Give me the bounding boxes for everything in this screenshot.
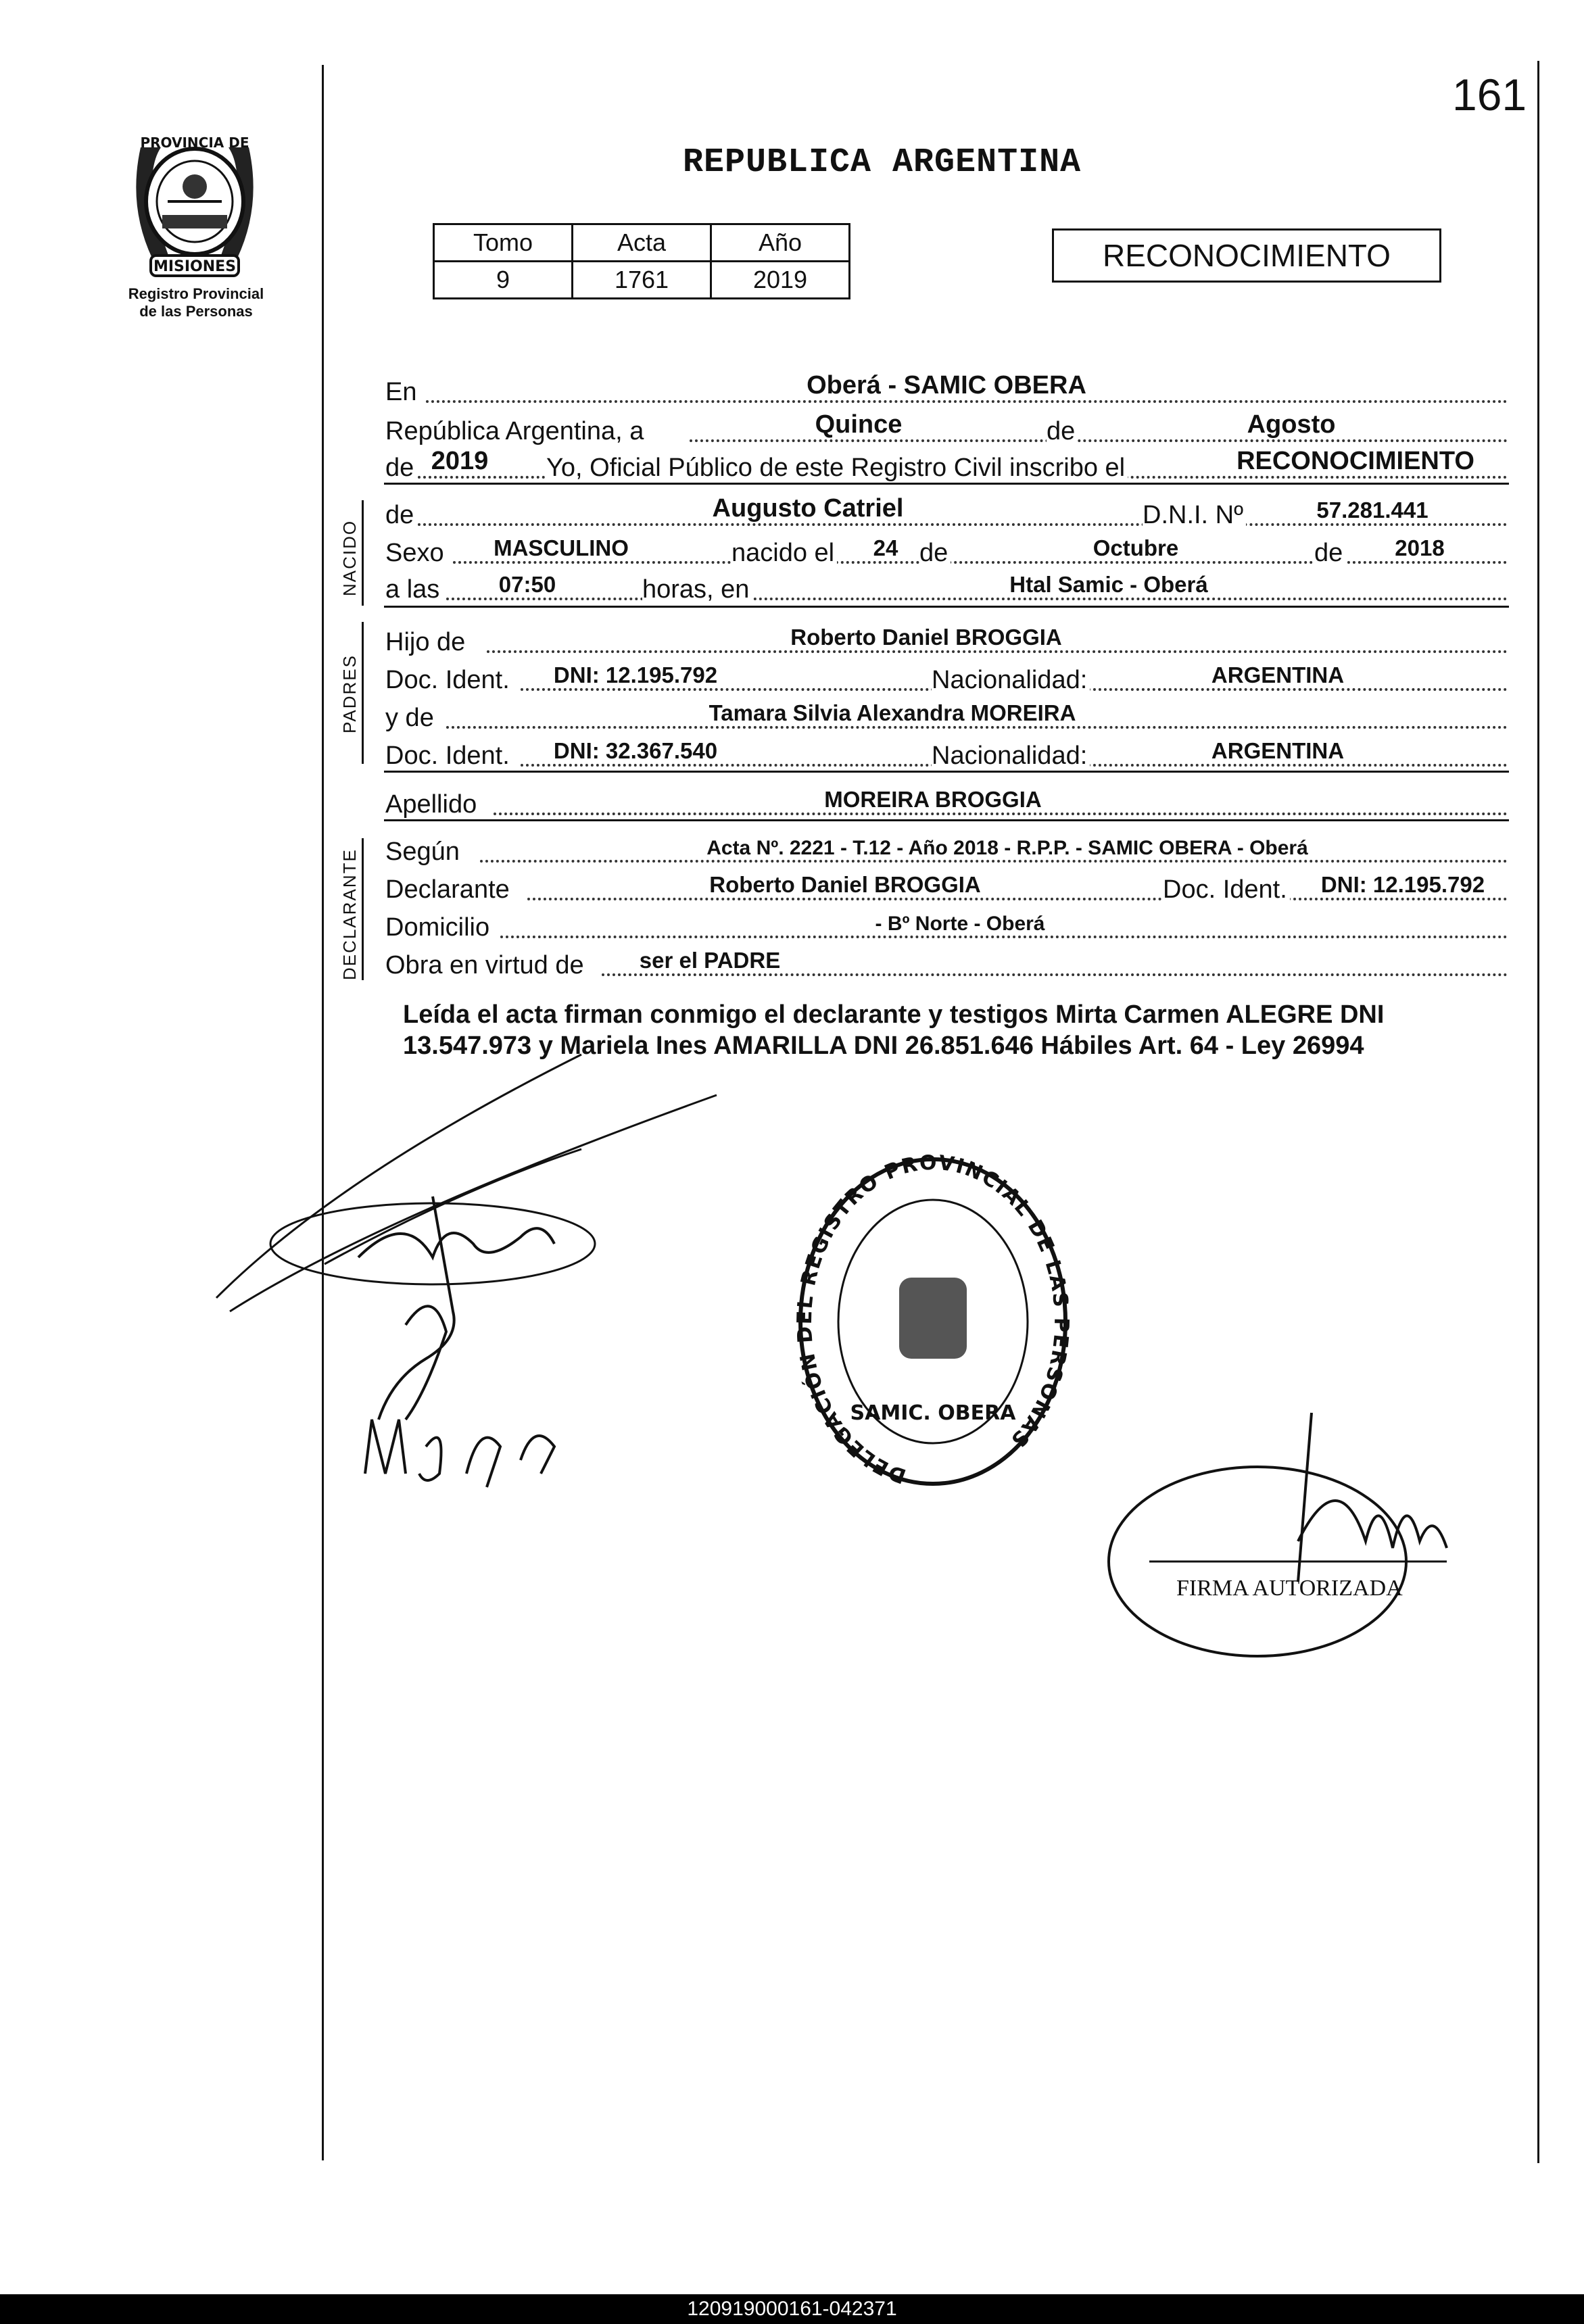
tomo-header: Tomo — [434, 224, 573, 262]
nac-mes-value: Octubre — [1093, 535, 1179, 560]
row-domicilio — [385, 906, 1508, 944]
madre-docident-label: Doc. Ident. — [385, 742, 512, 771]
padres-side-label: PADRES — [339, 654, 360, 733]
row-sexo — [385, 531, 1508, 569]
row-hora — [385, 568, 1508, 606]
padre-nacionalidad-label: Nacionalidad: — [932, 666, 1090, 695]
row-declarante — [385, 868, 1508, 906]
hijo-label: Hijo de — [385, 628, 468, 657]
index-table — [433, 223, 850, 299]
nacido-label: nacido el — [731, 539, 837, 568]
dni-label: D.N.I. Nº — [1143, 501, 1246, 530]
official-stamp-text: FIRMA AUTORIZADA — [1176, 1576, 1403, 1601]
nombre-value: Augusto Catriel — [712, 494, 904, 523]
row-madre — [385, 696, 1508, 734]
padre-docident-label: Doc. Ident. — [385, 666, 512, 695]
tomo-value: 9 — [434, 262, 573, 299]
horas-en-label: horas, en — [642, 575, 752, 604]
en-value: Oberá - SAMIC OBERA — [807, 371, 1086, 400]
stamp-inner-text: SAMIC. OBERA — [850, 1401, 1016, 1425]
anio-value-text: 2019 — [431, 447, 489, 475]
nacido-bracket — [362, 500, 364, 606]
alas-label: a las — [385, 575, 442, 604]
sexo-label: Sexo — [385, 539, 447, 568]
registry-label-line2: de las Personas — [139, 303, 253, 320]
row-republica — [385, 410, 1508, 447]
row-obra — [385, 944, 1508, 982]
decl-doc-label: Doc. Ident. — [1163, 875, 1290, 904]
closing-statement: Leída el acta firman conmigo el declarante y testigos Mirta Carmen ALEGRE DNI 13.547.973 y Mariela Ines AMARILLA DNI 26.851.646 Hábiles Art. 64 - Ley 26994 — [403, 1000, 1385, 1060]
row-en — [385, 370, 1508, 408]
madre-value: Tamara Silvia Alexandra MOREIRA — [709, 700, 1076, 725]
dia-value: Quince — [815, 410, 903, 439]
nombre-label: de — [385, 501, 416, 530]
separator-3 — [384, 771, 1509, 773]
declarante-label: Declarante — [385, 875, 512, 904]
anio-header: Año — [711, 224, 850, 262]
declarante-value: Roberto Daniel BROGGIA — [709, 872, 981, 897]
row-nombre — [385, 493, 1508, 531]
svg-text:MISIONES: MISIONES — [153, 258, 237, 275]
page-title: REPUBLICA ARGENTINA — [683, 143, 1082, 182]
right-margin-line — [1537, 61, 1539, 2163]
svg-text:PROVINCIA DE: PROVINCIA DE — [140, 135, 249, 151]
padres-bracket — [362, 622, 364, 764]
footer-code: 120919000161-042371 — [687, 2298, 897, 2320]
lugar-value: Htal Samic - Oberá — [1009, 572, 1208, 597]
obra-label: Obra en virtud de — [385, 951, 587, 980]
record-type-box: RECONOCIMIENTO — [1052, 228, 1441, 283]
inscribo-value: RECONOCIMIENTO — [1237, 447, 1474, 475]
witness-signatures — [203, 1041, 784, 1528]
misiones-coat-of-arms-logo — [114, 127, 276, 287]
row-padre-doc — [385, 658, 1508, 696]
acta-header: Acta — [573, 224, 711, 262]
madre-nac-value: ARGENTINA — [1211, 738, 1345, 763]
page-number: 161 — [1452, 70, 1527, 120]
en-label: En — [385, 378, 419, 407]
padre-nac-value: ARGENTINA — [1211, 662, 1345, 687]
nac-dia-value: 24 — [873, 535, 898, 560]
separator-2 — [384, 606, 1509, 608]
padre-doc-value: DNI: 12.195.792 — [553, 662, 718, 687]
row-apellido — [385, 783, 1508, 821]
anio-value: 2019 — [711, 262, 850, 299]
apellido-label: Apellido — [385, 790, 479, 819]
declarante-side-label: DECLARANTE — [339, 848, 360, 980]
dni-value: 57.281.441 — [1316, 498, 1429, 523]
segun-label: Según — [385, 838, 462, 867]
hora-value: 07:50 — [498, 572, 556, 597]
declarante-bracket — [362, 838, 364, 980]
registry-label-line1: Registro Provincial — [128, 285, 264, 302]
nacido-side-label: NACIDO — [339, 519, 360, 596]
mes-value: Agosto — [1247, 410, 1336, 439]
nac-de2-label: de — [1314, 539, 1345, 568]
row-segun — [385, 830, 1508, 868]
segun-value: Acta Nº. 2221 - T.12 - Año 2018 - R.P.P. - SAMIC OBERA - Oberá — [706, 837, 1308, 859]
de2-label: de — [385, 454, 416, 483]
stamp-ring-text: DELEGACIÓN DEL REGISTRO PROVINCIAL DE LAS PERSONAS — [792, 1151, 1074, 1488]
nac-anio-value: 2018 — [1395, 535, 1445, 560]
madre-nacionalidad-label: Nacionalidad: — [932, 742, 1090, 771]
official-signature-stamp — [1095, 1406, 1501, 1663]
row-oficial — [385, 446, 1508, 484]
oficial-label: Yo, Oficial Público de este Registro Civil inscribo el — [546, 454, 1128, 483]
decl-doc-value: DNI: 12.195.792 — [1320, 872, 1485, 897]
republica-label: República Argentina, a — [385, 417, 646, 446]
yde-label: y de — [385, 704, 437, 733]
de-label: de — [1047, 417, 1078, 446]
acta-value: 1761 — [573, 262, 711, 299]
separator-4 — [384, 819, 1509, 821]
sexo-value: MASCULINO — [494, 535, 629, 560]
madre-doc-value: DNI: 32.367.540 — [553, 738, 718, 763]
registry-oval-stamp — [784, 1149, 1082, 1514]
padre-value: Roberto Daniel BROGGIA — [790, 625, 1062, 650]
apellido-value: MOREIRA BROGGIA — [824, 787, 1042, 812]
domicilio-value: - Bº Norte - Oberá — [875, 913, 1045, 935]
nac-de-label: de — [919, 539, 951, 568]
obra-value: ser el PADRE — [639, 948, 781, 973]
registry-label — [101, 285, 291, 320]
domicilio-label: Domicilio — [385, 913, 492, 942]
separator-1 — [384, 483, 1509, 485]
row-madre-doc — [385, 734, 1508, 772]
row-padre — [385, 621, 1508, 658]
